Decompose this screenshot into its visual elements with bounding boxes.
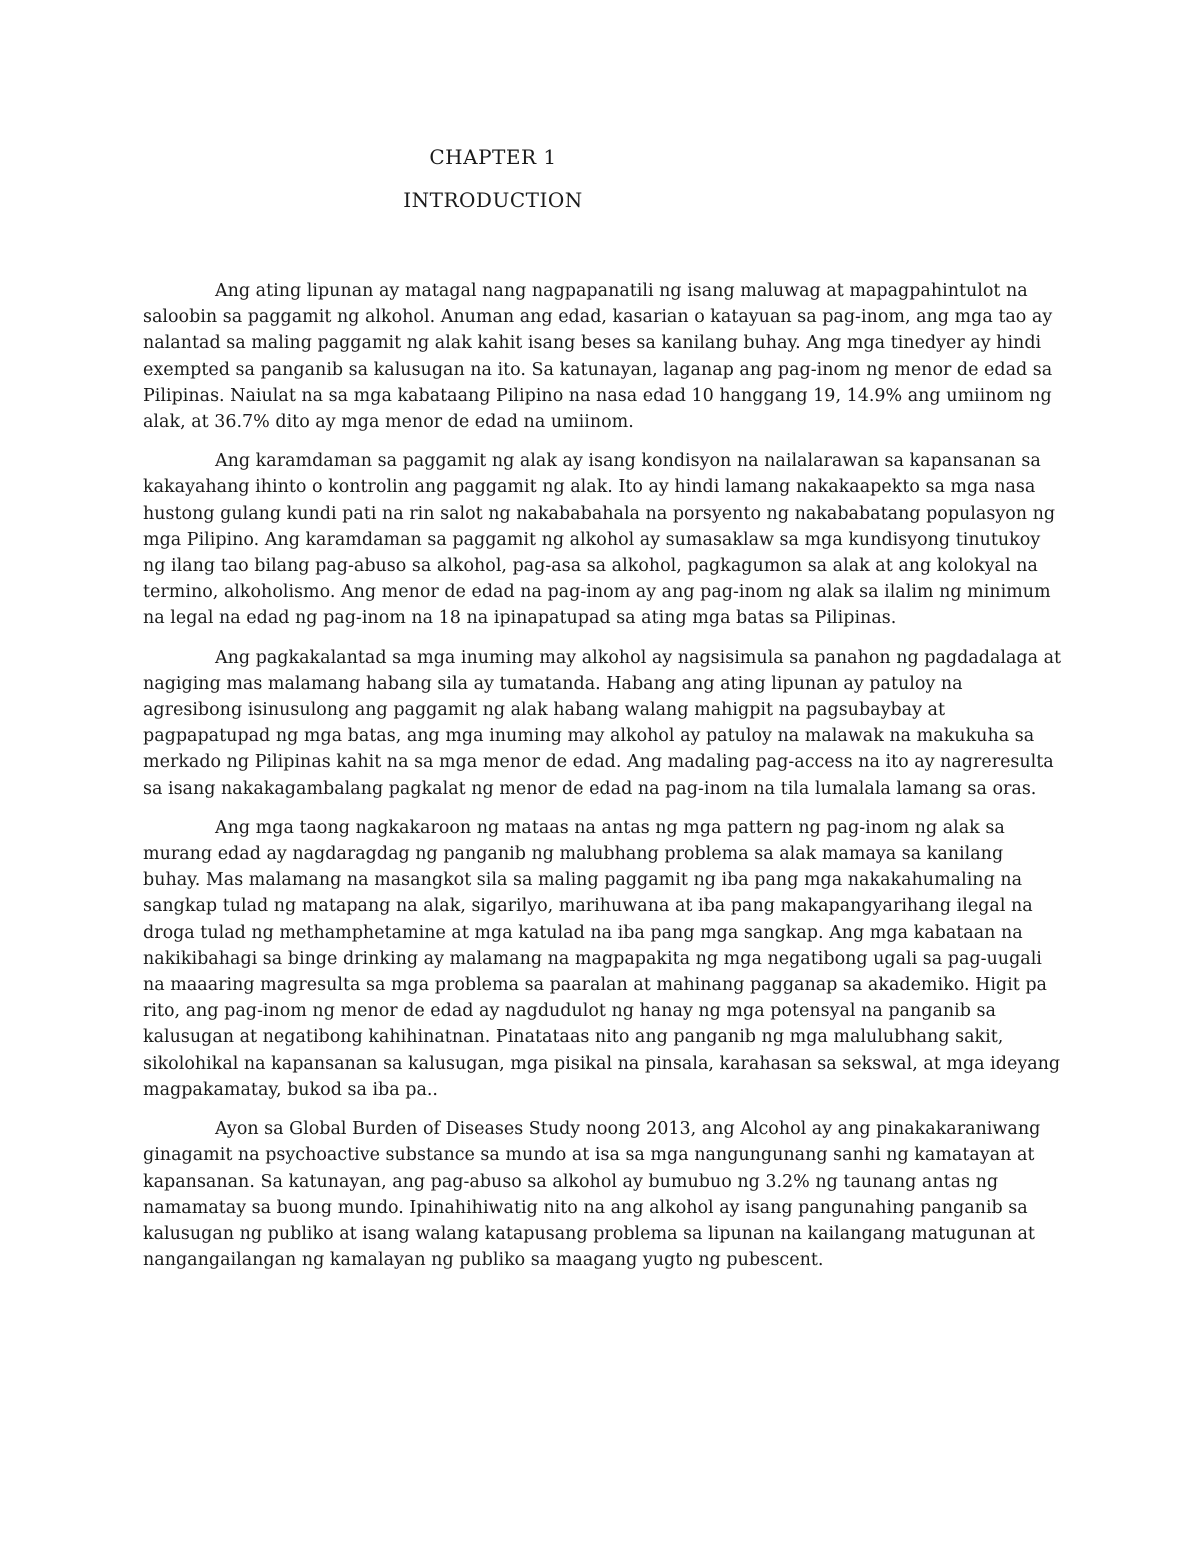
paragraph: Ang ating lipunan ay matagal nang nagpapanatili ng isang maluwag at mapagpahintulot na saloobin sa paggamit ng alkohol. Anuman ang edad, kasarian o katayuan sa pag-inom, ang mga tao ay nalantad sa maling paggamit ng alak kahit isang beses sa kanilang buhay. Ang mga tinedyer ay hindi exempted sa panganib sa kalusugan na ito. Sa katunayan, laganap ang pag-inom ng menor de edad sa Pilipinas. Naiulat na sa mga kabataang Pilipino na nasa edad 10 hanggang 19, 14.9% ang umiinom ng alak, at 36.7% dito ay mga menor de edad na umiinom. [143, 281, 1053, 433]
page-title: INTRODUCTION [403, 188, 583, 212]
paragraph: Ang mga taong nagkakaroon ng mataas na antas ng mga pattern ng pag-inom ng alak sa murang edad ay nagdaragdag ng panganib ng malubhang problema sa alak mamaya sa kanilang buhay. Mas malamang na masangkot sila sa maling paggamit ng iba pang mga nakakahumaling na sangkap tulad ng matapang na alak, sigarilyo, marihuwana at iba pang makapangyarihang ilegal na droga tulad ng methamphetamine at mga katulad na iba pang mga sangkap. Ang mga kabataan na nakikibahagi sa binge drinking ay malamang na magpapakita ng mga negatibong ugali sa pag-uugali na maaaring magresulta sa mga problema sa paaralan at mahinang pagganap sa akademiko. Higit pa rito, ang pag-inom ng menor de edad ay nagdudulot ng hanay ng mga potensyal na panganib sa kalusugan at negatibong kahihinatnan. Pinatataas nito ang panganib ng mga malulubhang sakit, sikolohikal na kapansanan sa kalusugan, mga pisikal na pinsala, karahasan sa sekswal, at mga ideyang magpakamatay, bukod sa iba pa.. [143, 817, 1061, 1100]
paragraph: Ang pagkakalantad sa mga inuming may alkohol ay nagsisimula sa panahon ng pagdadalaga at nagiging mas malamang habang sila ay tumatanda. Habang ang ating lipunan ay patuloy na agresibong isinusulong ang paggamit ng alak habang walang mahigpit na pagsubaybay at pagpapatupad ng mga batas, ang mga inuming may alkohol ay patuloy na malawak na makukuha sa merkado ng Pilipinas kahit na sa mga menor de edad. Ang madaling pag-access na ito ay nagreresulta sa isang nakakagambalang pagkalat ng menor de edad na pag-inom na tila lumalala lamang sa oras. [143, 647, 1062, 799]
paragraph: Ayon sa Global Burden of Diseases Study noong 2013, ang Alcohol ay ang pinakakaraniwang ginagamit na psychoactive substance sa mundo at isa sa mga nangungunang sanhi ng kamatayan at kapansanan. Sa katunayan, ang pag-abuso sa alkohol ay bumubuo ng 3.2% ng taunang antas ng namamatay sa buong mundo. Ipinahihiwatig nito na ang alkohol ay isang pangunahing panganib sa kalusugan ng publiko at isang walang katapusang problema sa lipunan na kailangang matugunan at nangangailangan ng kamalayan ng publiko sa maagang yugto ng pubescent. [143, 1119, 1041, 1271]
chapter-heading: CHAPTER 1 [429, 145, 557, 169]
document-body [143, 278, 1063, 1286]
paragraph: Ang karamdaman sa paggamit ng alak ay isang kondisyon na nailalarawan sa kapansanan sa kakayahang ihinto o kontrolin ang paggamit ng alak. Ito ay hindi lamang nakakaapekto sa mga nasa hustong gulang kundi pati na rin salot ng nakababahala na porsyento ng nakababatang populasyon ng mga Pilipino. Ang karamdaman sa paggamit ng alkohol ay sumasaklaw sa mga kundisyong tinutukoy ng ilang tao bilang pag-abuso sa alkohol, pag-asa sa alkohol, pagkagumon sa alak at ang kolokyal na termino, alkoholismo. Ang menor de edad na pag-inom ay ang pag-inom ng alak sa ilalim ng minimum na legal na edad ng pag-inom na 18 na ipinapatupad sa ating mga batas sa Pilipinas. [143, 451, 1056, 629]
